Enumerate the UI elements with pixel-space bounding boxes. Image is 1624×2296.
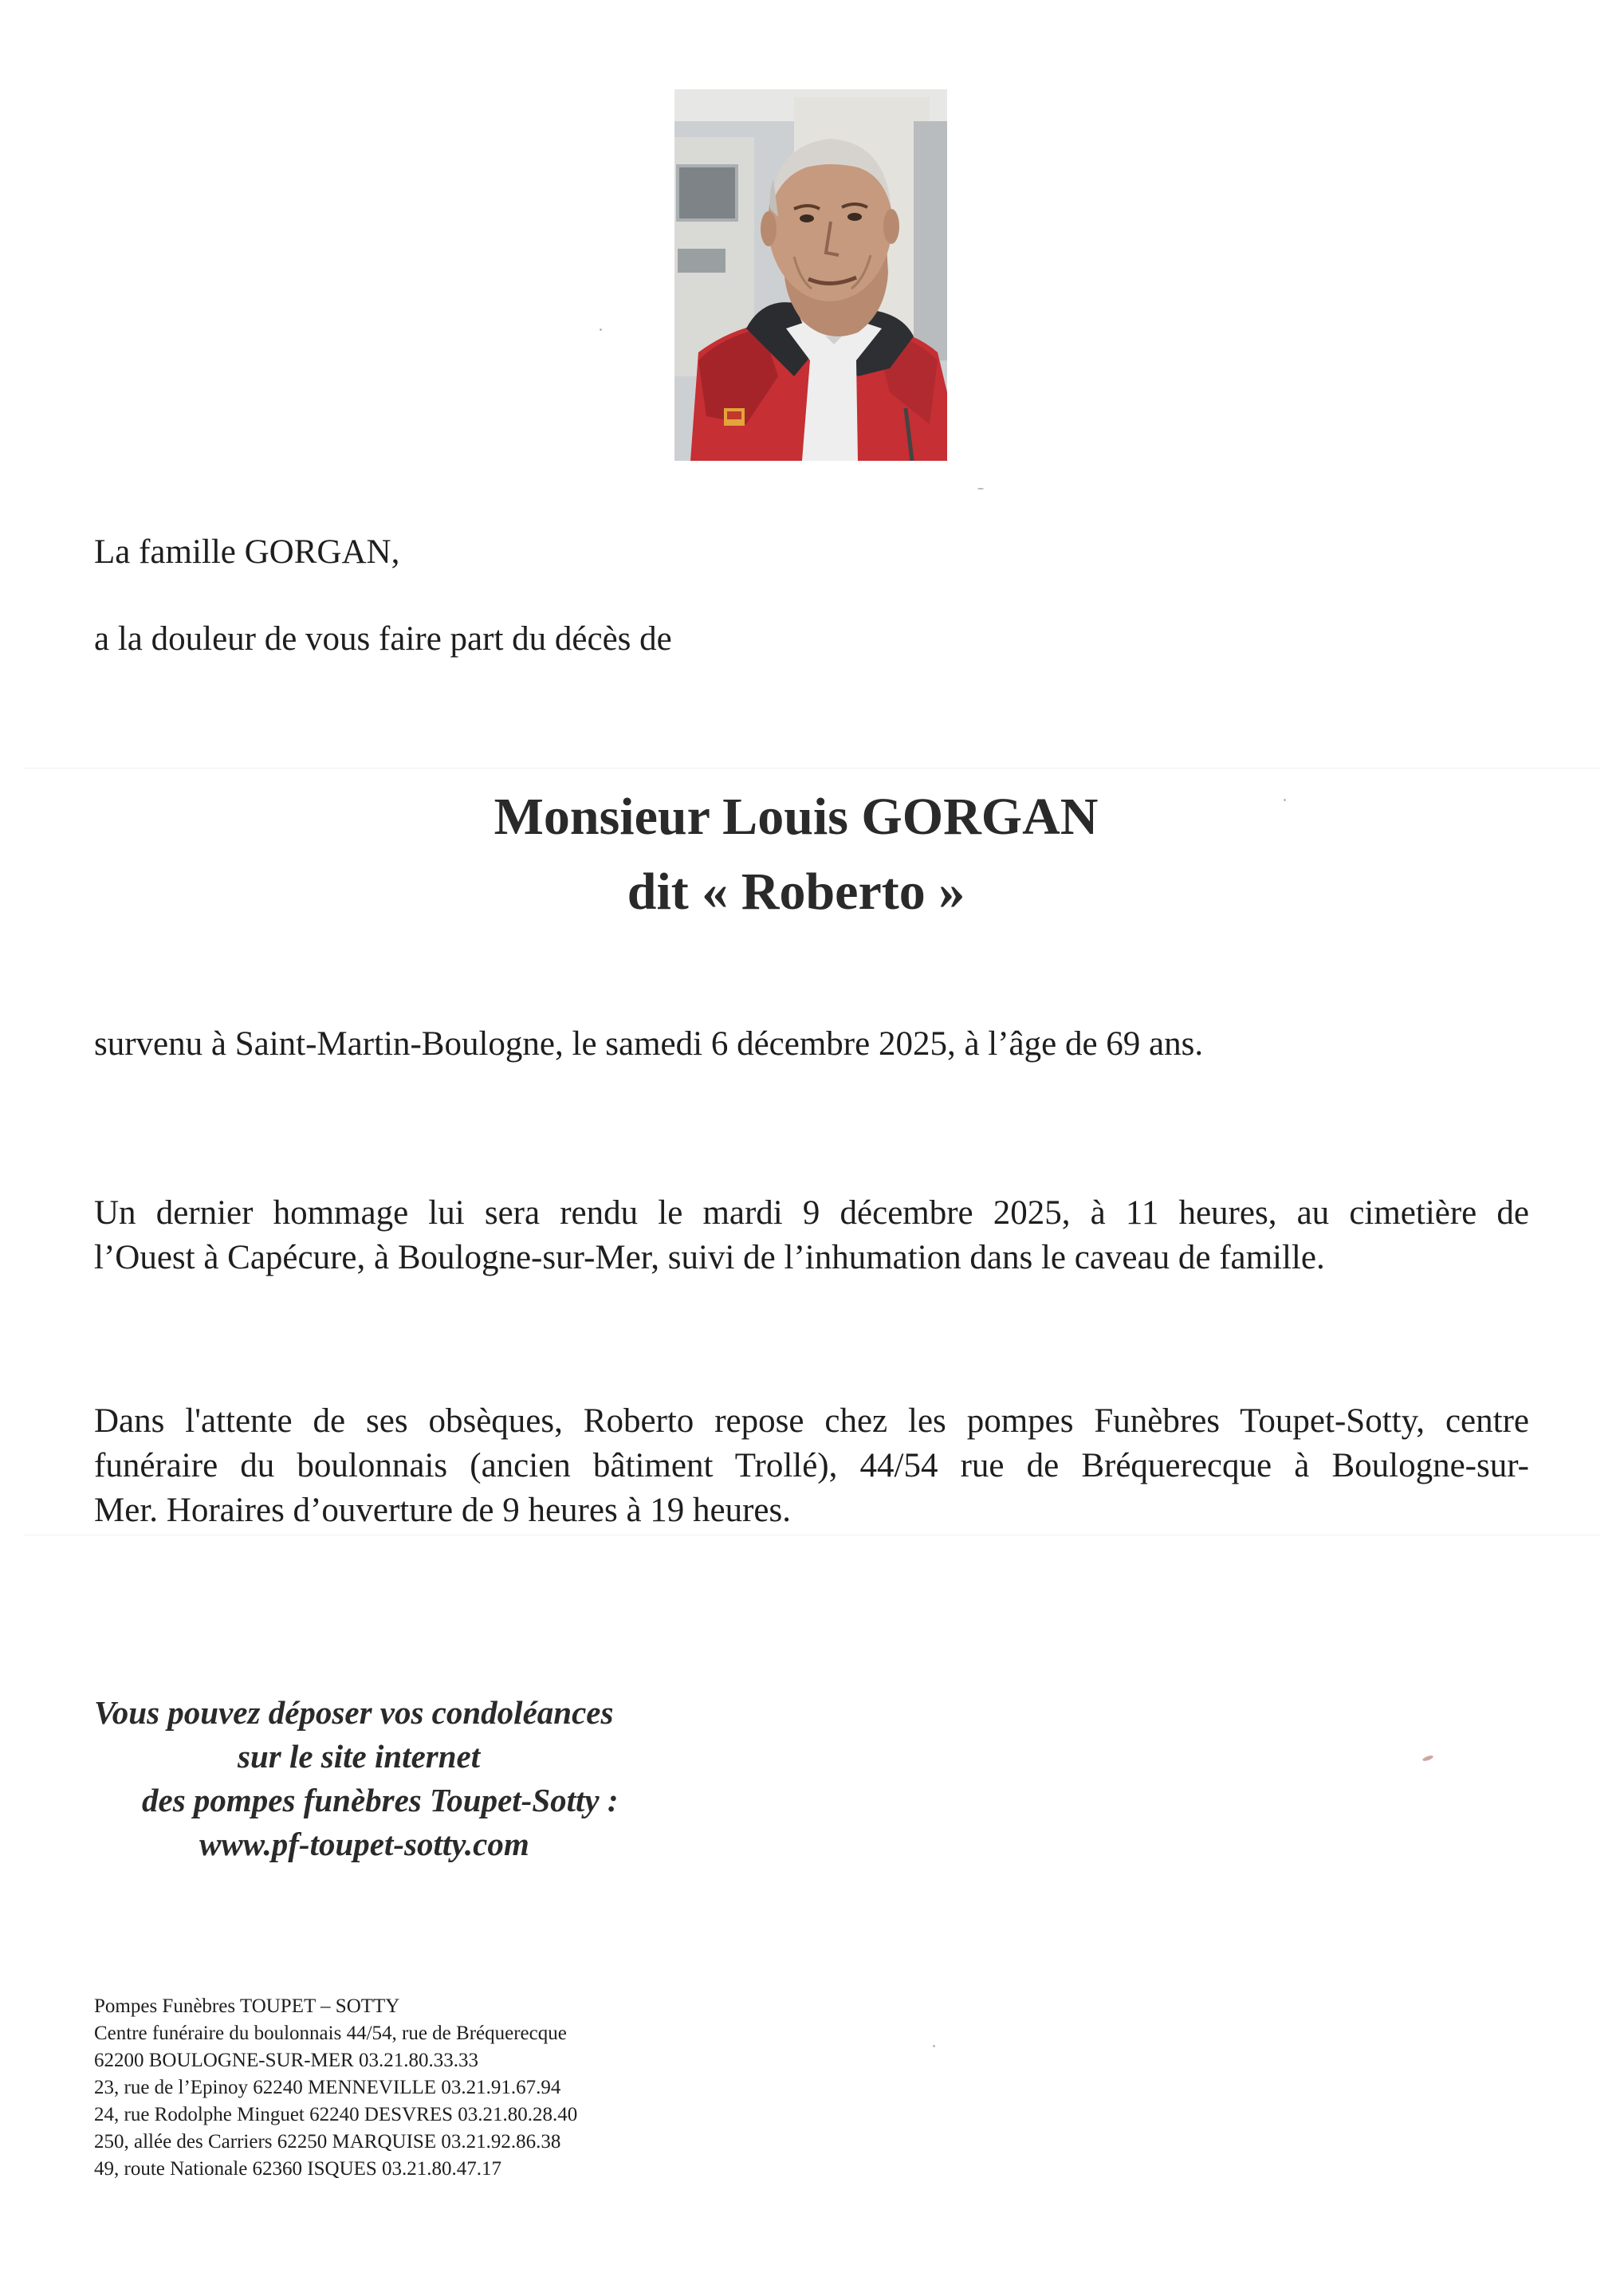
rest-line: funéraire du boulonnais (ancien bâtiment Trollé), 44/54 rue de Bréquerecque à Boulogne-sur-	[94, 1447, 1529, 1484]
condolences-line: Vous pouvez déposer vos condoléances	[94, 1694, 614, 1731]
death-details	[94, 1022, 1529, 1067]
deceased-full-name: Monsieur Louis GORGAN	[493, 788, 1099, 846]
footer-line: 24, rue Rodolphe Minguet 62240 DESVRES 03.21.80.28.40	[94, 2104, 578, 2125]
condolences-website-link[interactable]: www.pf-toupet-sotty.com	[199, 1826, 529, 1862]
ceremony-line: Un dernier hommage lui sera rendu le mardi 9 décembre 2025, à 11 heures, au cimetière de	[94, 1194, 1529, 1232]
footer-line: 23, rue de l’Epinoy 62240 MENNEVILLE 03.21.91.67.94	[94, 2077, 561, 2098]
ceremony-paragraph	[94, 1191, 1529, 1280]
ceremony-line: l’Ouest à Capécure, à Boulogne-sur-Mer, suivi de l’inhumation dans le caveau de famille.	[94, 1239, 1325, 1276]
deceased-nickname: dit « Roberto »	[627, 863, 965, 921]
footer-line: 250, allée des Carriers 62250 MARQUISE 03.21.92.86.38	[94, 2131, 561, 2152]
condolences-block	[94, 1691, 716, 1866]
rest-line: Mer. Horaires d’ouverture de 9 heures à 19 heures.	[94, 1492, 792, 1529]
scan-speck	[933, 2045, 935, 2047]
condolences-line: sur le site internet	[238, 1738, 481, 1775]
family-line: La famille GORGAN,	[94, 533, 400, 571]
scan-speck	[977, 488, 984, 489]
scan-speck	[1422, 1755, 1434, 1762]
deceased-name-block	[0, 780, 1624, 930]
portrait-photo	[674, 89, 947, 461]
death-details-line: survenu à Saint-Martin-Boulogne, le samedi 6 décembre 2025, à l’âge de 69 ans.	[94, 1025, 1204, 1063]
announcement-line: a la douleur de vous faire part du décès de	[94, 620, 672, 658]
rest-line: Dans l'attente de ses obsèques, Roberto repose chez les pompes Funèbres Toupet-Sotty, centre	[94, 1402, 1529, 1440]
footer-line: 62200 BOULOGNE-SUR-MER 03.21.80.33.33	[94, 2050, 478, 2071]
footer-line: 49, route Nationale 62360 ISQUES 03.21.80.47.17	[94, 2158, 502, 2180]
footer-line: Pompes Funèbres TOUPET – SOTTY	[94, 1995, 400, 2017]
condolences-line: des pompes funèbres Toupet-Sotty :	[142, 1782, 619, 1818]
rest-paragraph	[94, 1399, 1529, 1533]
scan-speck	[600, 328, 602, 331]
footer-line: Centre funéraire du boulonnais 44/54, rue de Bréquerecque	[94, 2023, 567, 2044]
funeral-home-footer	[94, 1993, 577, 2183]
paper-fold-line	[24, 768, 1600, 769]
